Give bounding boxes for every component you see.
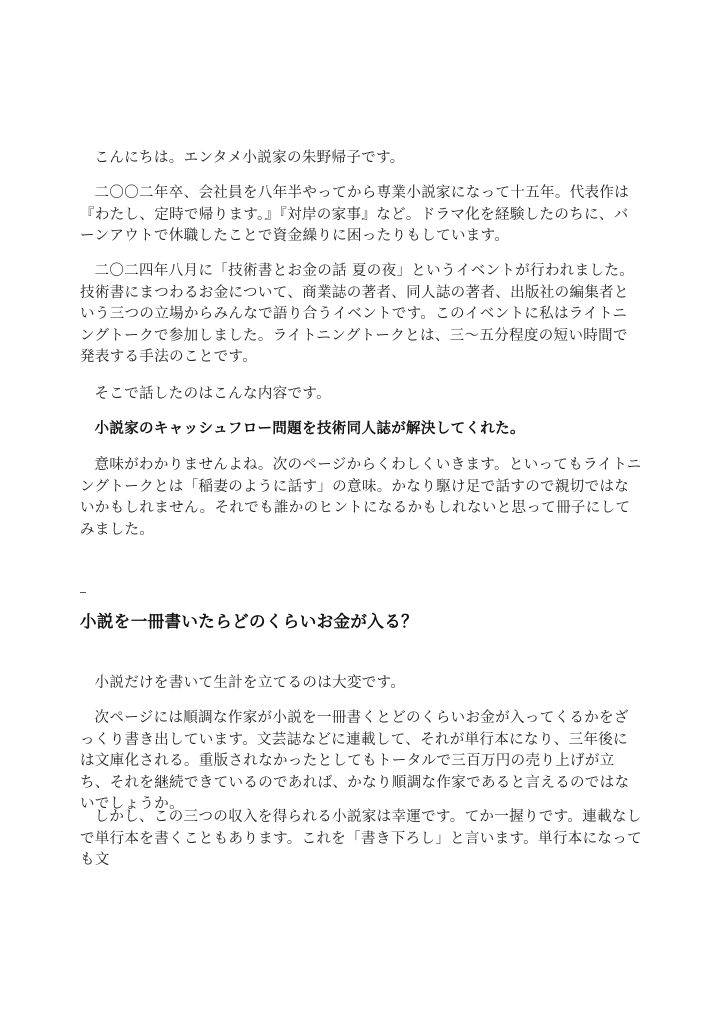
paragraph-event: 二〇二四年八月に「技術書とお金の話 夏の夜」というイベントが行われました。技術書にまつわるお金について、商業誌の著者、同人誌の著者、出版社の編集者という三つの立場からみんなで語り合うイベントです。このイベントに私はライトニングトークで参加しました。ライトニングトークとは、三〜五分程度の短い時間で発表する手法のことです。 bbox=[80, 263, 635, 365]
paragraph-lucky: しかし、この三つの収入を得られる小説家は幸運です。てか一握りです。連載なしで単行本を書くこともあります。これを「書き下ろし」と言います。単行本になっても文 bbox=[80, 809, 642, 868]
section-marker bbox=[80, 592, 86, 593]
paragraph-thesis: 小説家のキャッシュフロー問題を技術同人誌が解決してくれた。 bbox=[94, 421, 525, 437]
paragraph-greeting: こんにちは。エンタメ小説家の朱野帰子です。 bbox=[94, 150, 405, 166]
section-heading: 小説を一冊書いたらどのくらいお金が入る？ bbox=[80, 612, 418, 631]
paragraph-living: 小説だけを書いて生計を立てるのは大変です。 bbox=[94, 675, 406, 691]
paragraph-income: 次ページには順調な作家が小説を一冊書くとどのくらいお金が入ってくるかをざっくり書き出しています。文芸誌などに連載して、それが単行本になり、三年後には文庫化される。重版されなかったとしてもトータルで三百万円の売り上げが立ち、それを継続できているのであれば、かなり順調な作家であると言えるのではないでしょうか。 bbox=[80, 710, 630, 812]
paragraph-intro: そこで話したのはこんな内容です。 bbox=[94, 386, 331, 402]
paragraph-explanation: 意味がわかりませんよね。次のページからくわしくいきます。といってもライトニングトークとは「稲妻のように話す」の意味。かなり駆け足で話すので親切ではないかもしれません。それでも誰かのヒントになるかもしれないと思って冊子にしてみました。 bbox=[80, 457, 642, 538]
paragraph-bio: 二〇〇二年卒、会社員を八年半やってから専業小説家になって十五年。代表作は『わたし、定時で帰ります。』『対岸の家事』など。ドラマ化を経験したのちに、バーンアウトで休職したことで資金繰りに困ったりもしています。 bbox=[80, 185, 630, 244]
